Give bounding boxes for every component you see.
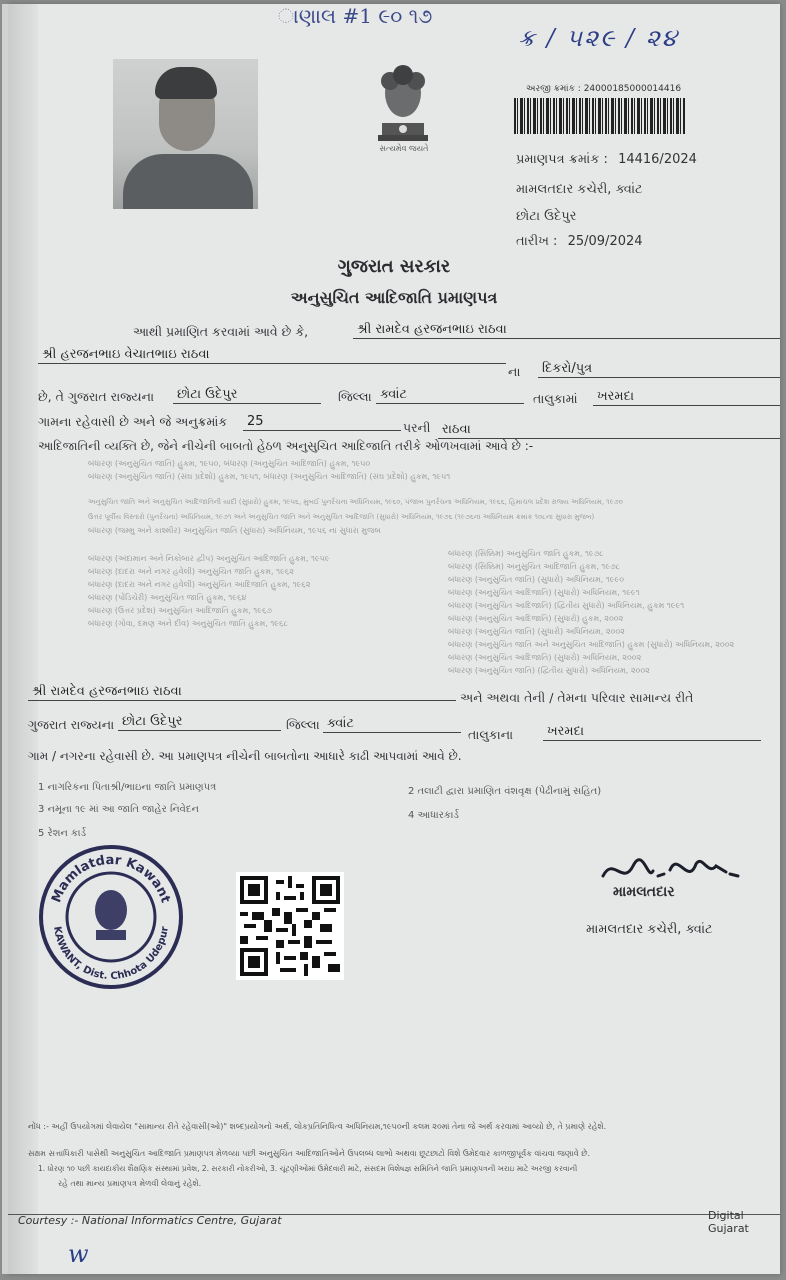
document-3: 3 નમૂના ૧૯ માં આ જાતિ જાહેર નિવેદન: [38, 804, 199, 815]
district-value: છોટા ઉદેપુર: [173, 387, 321, 404]
residence-state-text: ગુજરાત રાજ્યના: [28, 717, 115, 732]
note-2: સક્ષમ સત્તાધિકારી પાસેથી અનુસુચિત આદિજાતિ પ્રમાણપત્ર મેળવ્યા પછી અનુસુચિત આદિજાતિઓને ઉપલબ્ધ લાભો અથવા છૂટછાટો વિશે ઉમેદવાર કાળજીપૂર્વક વાંચવા જણાવે છે.: [28, 1149, 591, 1158]
certificate-page: [8, 4, 780, 1274]
signatory-office: મામલતદાર કચેરી, ક્વાંટ: [586, 922, 713, 937]
residence-taluka-label: તાલુકાના: [468, 727, 514, 742]
order-left-4: બંધારણ (પોંડિચેરી) અનુસુચિત જાતિ હુકમ, ૧૯૬૪: [88, 593, 247, 602]
order-line-5: બંધારણ (જમ્મુ અને કાશ્મીર) અનુસુચિત જાતિ (સુધારા) અધિનિયમ, ૧૯૫૬ ના સુધારા મુજબ: [88, 526, 381, 535]
order-left-5: બંધારણ (ઉત્તર પ્રદેશ) અનુસુચિત આદિજાતિ હુકમ, ૧૯૬૭: [88, 606, 272, 615]
verification-qr-code: [236, 872, 344, 980]
tribe-value: રાઠવા: [438, 422, 780, 439]
certificate-title: અનુસુચિત આદિજાતિ પ્રમાણપત્ર: [290, 288, 498, 307]
village-value: ખરમદા: [593, 389, 780, 406]
na-text: ના: [508, 364, 521, 379]
village-text: ગામના રહેવાસી છે અને જે અનુક્રમાંક: [38, 414, 228, 429]
paper-edge: [8, 4, 38, 1274]
issue-date: 25/09/2024: [567, 234, 643, 249]
seal-bottom-text: KAWANT, Dist. Chhota Udepur: [51, 925, 171, 983]
order-right-2: બંધારણ (સિક્કિમ) અનુસુચિત આદિજાતિ હુકમ, ૧૯૭૮: [448, 562, 621, 571]
document-2: 2 તલાટી દ્વારા પ્રમાણિત વંશવૃક્ષ (પેઢીનામું સહિત): [408, 786, 602, 797]
order-left-1: બંધારણ (અંદામાન અને નિકોબાર દ્વીપ) અનુસુચિત આદિજાતિ હુકમ, ૧૯૫૯: [88, 554, 330, 563]
order-right-1: બંધારણ (સિક્કિમ) અનુસુચિત જાતિ હુકમ, ૧૯૭૮: [448, 549, 604, 558]
order-line-1: બંધારણ (અનુસુચિત જાતિ) હુકમ, ૧૯૫૦, બંધારણ (અનુસુચિત આદિજાતિ) હુકમ, ૧૯૫૦: [88, 459, 371, 468]
mamlatdar-seal-icon: [36, 842, 186, 992]
handwritten-register-number: ક્ર / ૫૨૯ / ૨૪: [518, 24, 679, 52]
tribe-label: પરની: [403, 420, 431, 435]
order-right-6: બંધારણ (અનુસુચિત આદિજાતિ) (સુધારો) હુકમ, ૨૦૦૨: [448, 614, 624, 623]
applicant-photo: [113, 59, 258, 209]
government-title: ગુજરાત સરકાર: [337, 256, 451, 277]
residence-district: છોટા ઉદેપુર: [118, 714, 281, 731]
order-line-4: ઉત્તર પૂર્વીય વિસ્તારો (પુનર્રચના) અધિનિયમ, ૧૯૭૧ અને અનુસુચિત જાતિ અને અનુસુચિત આદિજાતિ (સુધારો) અધિનિયમ, ૧૯૭૬ (૧૯૭૬ના અધિનિયમ ક્રમાંક ૧૦૮ના સુધારા મુજબ): [88, 513, 595, 521]
note-3: 1. ધોરણ ૧૦ પછી કાયદાકીય શૈક્ષણિક સંસ્થામાં પ્રવેશ, 2. સરકારી નોકરીઓ, 3. ચૂંટણીઓમાં ઉમેદવારી માટે, સંસદમ વિશેષજ્ઞ સમિતિને જાતિ પ્રમાણપત્રની ખરાઇ માટે અરજી કરવાની: [38, 1164, 578, 1173]
footer-courtesy: Courtesy :- National Informatics Centre, Gujarat: [18, 1214, 282, 1227]
document-5: 5 રેશન કાર્ડ: [38, 828, 87, 839]
order-line-3: અનુસુચિત જાતિ અને અનુસુચિત આદિજાતિની યાદી (સુધારો) હુકમ, ૧૯૫૬, મુંબઈ પુનર્રચના અધિનિયમ, ૧૯૬૦, પંજાબ પુનર્રચના અધિનિયમ, ૧૯૬૬, હિમાચલ પ્રદેશ રાજ્ય અધિનિયમ, ૧૯૭૦: [88, 498, 623, 506]
order-right-4: બંધારણ (અનુસુચિત આદિજાતિ) (સુધારો) અધિનિયમ, ૧૯૯૧: [448, 588, 640, 597]
issuing-district: છોટા ઉદેપુર: [516, 209, 577, 224]
seal-top-text: Mamlatdar Kawant: [49, 852, 173, 905]
application-number: અરજી ક્રમાંક : 24000185000014416: [526, 84, 682, 94]
document-1: 1 નાગરિકના પિતાશ્રી/ભાઇના જાતિ પ્રમાણપત્ર: [38, 782, 217, 793]
note-1: નોંધ :- અહીં ઉપયોગમાં લેવાયેલ "સામાન્ય રીતે રહેવાસી(ઓ)" શબ્દપ્રયોગનો અર્થ, લોકપ્રતિનિધિત્વ અધિનિયમ,૧૯૫૦ની કલમ ૨૦માં તેના જે અર્થ કરવામાં આવ્યો છે, તે પ્રમાણે રહેશે.: [28, 1122, 607, 1131]
residence-district-label: જિલ્લા: [286, 717, 320, 732]
signatory-title: મામલતદાર: [613, 884, 675, 900]
recognition-text: આદિજાતિની વ્યક્તિ છે, જેને નીચેની બાબતો હેઠળ અનુસુચિત આદિજાતિ તરીકે ઓળખવામાં આવે છે :-: [38, 439, 534, 453]
relation: દિકરો/પુત્ર: [538, 361, 780, 378]
order-left-6: બંધારણ (ગોવા, દમણ અને દીવ) અનુસુચિત જાતિ હુકમ, ૧૯૬૮: [88, 619, 288, 628]
serial-number: 25: [243, 414, 401, 431]
taluka-value: ક્વાંટ: [376, 387, 524, 404]
handwritten-initial: w: [68, 1240, 89, 1268]
certificate-number-label: પ્રમાણપત્ર ક્રમાંક :: [516, 152, 608, 167]
order-right-8: બંધારણ (અનુસુચિત જાતિ અને અનુસુચિત આદિજાતિ) હુકમ (સુધારો) અધિનિયમ, ૨૦૦૨: [448, 640, 735, 649]
issue-date-row: [516, 234, 643, 249]
document-4: 4 આધારકાર્ડ: [408, 810, 459, 821]
order-right-7: બંધારણ (અનુસુચિત જાતિ) (સુધારો) અધિનિયમ, ૨૦૦૨: [448, 627, 625, 636]
issue-date-label: તારીખ :: [516, 234, 558, 249]
national-emblem-icon: [368, 59, 438, 154]
certificate-number-row: [516, 152, 697, 167]
order-right-10: બંધારણ (અનુસુચિત જાતિ) (દ્વિતીય સુધારો) અધિનિયમ, ૨૦૦૨: [448, 666, 650, 675]
handwritten-top-scrawl: ાણાલ #1 ૯૦ ૧૭: [278, 4, 433, 28]
order-right-5: બંધારણ (અનુસુચિત આદિજાતિ) (દ્વિતીય સુધારો) અધિનિયમ, હુકમ ૧૯૯૧: [448, 601, 685, 610]
family-text: અને અથવા તેની / તેમના પરિવાર સામાન્ય રીતે: [460, 690, 694, 705]
emblem-caption: સત્યમેવ જયતે: [379, 144, 429, 153]
district-label: જિલ્લા: [338, 389, 372, 404]
barcode: [514, 98, 686, 134]
residence-village: ખરમદા: [543, 724, 761, 741]
order-left-2: બંધારણ (દાદરા અને નગર હવેલી) અનુસુચિત જાતિ હુકમ, ૧૯૬૨: [88, 567, 294, 576]
person-name: શ્રી રામદેવ હરજનભાઇ રાઠવા: [353, 322, 780, 339]
residence-person-name: શ્રી રામદેવ હરજનભાઇ રાઠવા: [28, 684, 456, 701]
certify-text: આથી પ્રમાણિત કરવામાં આવે છે કે,: [133, 324, 309, 339]
basis-text: ગામ / નગરના રહેવાસી છે. આ પ્રમાણપત્ર નીચેની બાબતોના આધારે કાઢી આપવામાં આવે છે.: [28, 749, 462, 763]
order-right-9: બંધારણ (અનુસુચિત આદિજાતિ) (સુધારો) અધિનિયમ, ૨૦૦૨: [448, 653, 642, 662]
residence-taluka: ક્વાંટ: [323, 716, 461, 733]
order-left-3: બંધારણ (દાદરા અને નગર હવેલી) અનુસુચિત આદિજાતિ હુકમ, ૧૯૬૨: [88, 580, 311, 589]
state-text: છે, તે ગુજરાત રાજ્યના: [38, 389, 155, 404]
order-line-2: બંધારણ (અનુસુચિત જાતિ) (સંઘ પ્રદેશો) હુકમ, ૧૯૫૧, બંધારણ (અનુસુચિત આદિજાતિ) (સંઘ પ્રદેશો) હુકમ, ૧૯૫૧: [88, 472, 451, 481]
order-right-3: બંધારણ (અનુસુચિત જાતિ) (સુધારો) અધિનિયમ, ૧૯૯૦: [448, 575, 625, 584]
taluka-label: તાલુકામાં: [533, 391, 578, 406]
footer-brand: Digital Gujarat: [708, 1209, 749, 1235]
note-4: રહે તથા માન્ય પ્રમાણપત્ર મેળવી લેવાનું રહેશે.: [58, 1179, 202, 1188]
issuing-office: મામલતદાર કચેરી, ક્વાંટ: [516, 182, 643, 197]
certificate-number: 14416/2024: [618, 152, 697, 167]
father-name: શ્રી હરજનભાઇ વેચાતભાઇ રાઠવા: [38, 347, 506, 364]
